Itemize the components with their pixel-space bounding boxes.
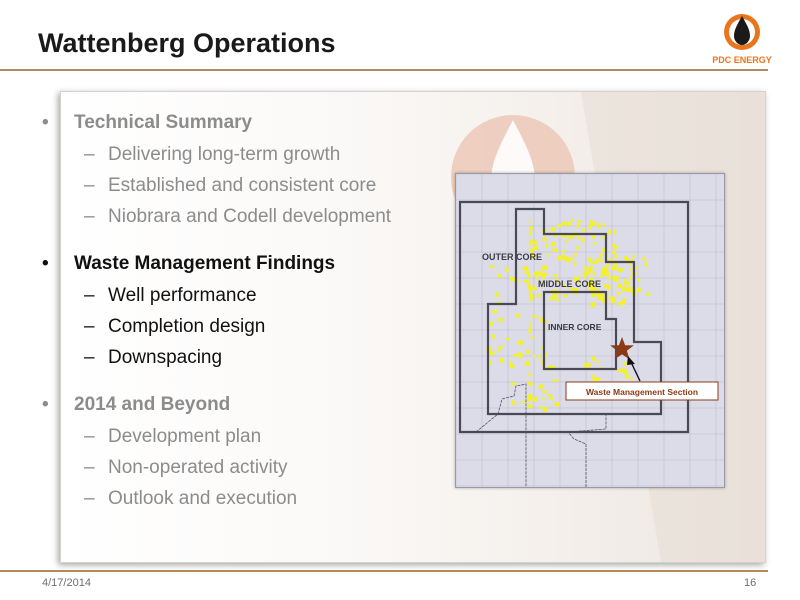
page-number: 16 [744, 577, 757, 589]
inner-core-label: INNER CORE [548, 322, 602, 332]
section-heading: 2014 and Beyond [74, 394, 231, 415]
map-graphic [456, 174, 724, 487]
footer-divider [0, 570, 768, 572]
dash-icon: – [84, 457, 95, 478]
dash-icon: – [84, 488, 95, 509]
list-item: Niobrara and Codell development [108, 206, 392, 227]
list-item: Development plan [108, 426, 262, 447]
wattenberg-map [455, 173, 725, 488]
list-item: Established and consistent core [108, 175, 377, 196]
list-item: Outlook and execution [108, 488, 298, 509]
bullet-dot-icon: • [42, 253, 49, 274]
slide-title: Wattenberg Operations [38, 28, 336, 58]
middle-core-label: MIDDLE CORE [538, 279, 601, 289]
section-waste-management [42, 251, 462, 376]
county-line-2 [568, 414, 616, 487]
dash-icon: – [84, 144, 95, 165]
outer-core-label: OUTER CORE [482, 252, 543, 262]
section-technical-summary [42, 110, 462, 235]
pdc-logo [706, 10, 778, 68]
callout-text: Waste Management Section [585, 387, 699, 397]
logo-text: PDC ENERGY [712, 55, 772, 65]
county-line [476, 384, 526, 487]
list-item: Non-operated activity [108, 457, 288, 478]
bullet-dot-icon: • [42, 112, 49, 133]
dash-icon: – [84, 206, 95, 227]
title-divider [0, 69, 768, 71]
dash-icon: – [84, 426, 95, 447]
list-item: Delivering long-term growth [108, 144, 341, 165]
footer-date: 4/17/2014 [42, 577, 91, 589]
arrow-head-icon [627, 356, 635, 365]
bullet-dot-icon: • [42, 394, 49, 415]
section-2014-beyond [42, 392, 462, 517]
bullet-list [42, 110, 462, 517]
list-item: Well performance [108, 285, 257, 306]
section-heading: Waste Management Findings [74, 253, 336, 274]
section-heading: Technical Summary [74, 112, 253, 133]
list-item: Completion design [108, 316, 266, 337]
dash-icon: – [84, 285, 95, 306]
dash-icon: – [84, 175, 95, 196]
dash-icon: – [84, 347, 95, 368]
list-item: Downspacing [108, 347, 223, 368]
dash-icon: – [84, 316, 95, 337]
